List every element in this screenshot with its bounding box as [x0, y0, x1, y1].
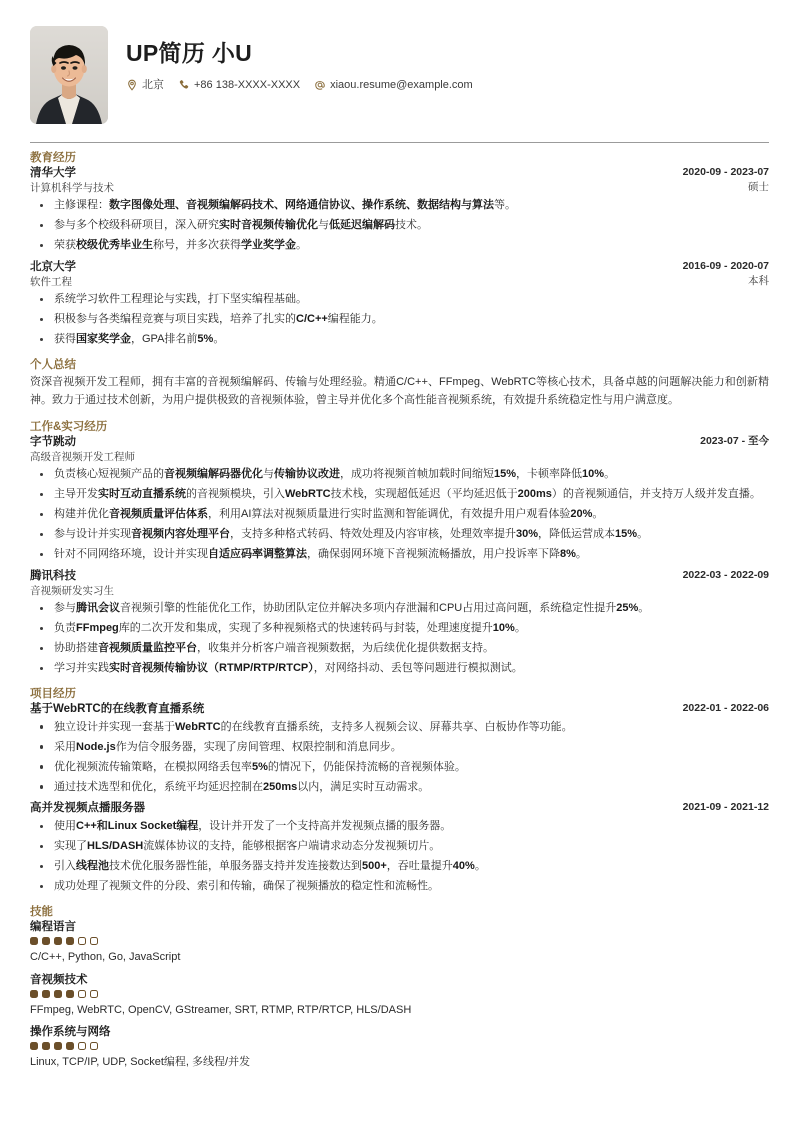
section-work: [30, 420, 769, 677]
contact-phone: [178, 77, 300, 94]
skill-dot-filled: [66, 937, 74, 945]
skill-block: [30, 1025, 769, 1070]
skill-block: [30, 920, 769, 965]
entry: [30, 702, 769, 795]
entry-right: [683, 801, 769, 815]
list-item: 引入线程池技术优化服务器性能，单服务器支持并发连接数达到500+，吞吐量提升40%。: [30, 858, 769, 875]
entry-bullet-list: [30, 197, 769, 254]
entry-right: [700, 435, 769, 449]
section-title-education: 教育经历: [30, 152, 76, 164]
phone-icon: [178, 79, 190, 91]
entry-right: [683, 569, 769, 583]
entry-bullet-list: [30, 291, 769, 348]
entry-header: [30, 702, 769, 717]
entry: [30, 260, 769, 348]
skill-dot-filled: [54, 990, 62, 998]
entry-subtitle: 音视频研发实习生: [30, 584, 114, 597]
entry: [30, 166, 769, 254]
list-item: 独立设计并实现一套基于WebRTC的在线教育直播系统，支持多人视频会议、屏幕共享、白板协作等功能。: [30, 719, 769, 736]
skill-level-dots: [30, 1042, 769, 1050]
entry-date-range: 2020-09 - 2023-07: [682, 166, 769, 179]
list-item: 主导开发实时互动直播系统的音视频模块，引入WebRTC技术栈，实现超低延迟（平均延迟低于200ms）的音视频通信，并支持万人级并发直播。: [30, 486, 769, 503]
entry-left: [30, 569, 669, 598]
list-item: 实现了HLS/DASH流媒体协议的支持，能够根据客户端请求动态分发视频切片。: [30, 838, 769, 855]
skill-level-dots: [30, 990, 769, 998]
skill-name: 音视频技术: [30, 973, 88, 986]
skill-dot-filled: [42, 1042, 50, 1050]
section-title-summary: 个人总结: [30, 358, 76, 371]
entry-degree: 硕士: [748, 181, 769, 194]
list-item: 负责核心短视频产品的音视频编解码器优化与传输协议改进，成功将视频首帧加载时间缩短15%，卡顿率降低10%。: [30, 466, 769, 483]
entry-organization: 高并发视频点播服务器: [30, 802, 145, 815]
section-projects: [30, 687, 769, 895]
skill-dot-empty: [90, 990, 98, 998]
resume-sections: [30, 151, 769, 895]
entry-organization: 基于WebRTC的在线教育直播系统: [30, 702, 205, 715]
entry-right: [683, 166, 769, 194]
contact-email: [314, 77, 473, 94]
skill-dot-filled: [42, 937, 50, 945]
entry-bullet-list: [30, 466, 769, 563]
entry-right: [683, 702, 769, 716]
entry-date-range: 2021-09 - 2021-12: [682, 801, 769, 814]
list-item: 构建并优化音视频质量评估体系，利用AI算法对视频质量进行实时监测和智能调优，有效提升用户观看体验20%。: [30, 506, 769, 523]
section-title-work: 工作&实习经历: [30, 420, 108, 433]
list-item: 积极参与各类编程竞赛与项目实践，培养了扎实的C/C++编程能力。: [30, 311, 769, 328]
skill-dot-filled: [66, 990, 74, 998]
skill-dot-filled: [30, 990, 38, 998]
section-education: [30, 151, 769, 348]
entry-left: [30, 702, 669, 717]
section-title-projects: 项目经历: [30, 687, 76, 700]
skill-dot-filled: [30, 1042, 38, 1050]
section-title-skills: 技能: [30, 905, 53, 918]
skill-dot-empty: [78, 937, 86, 945]
skill-dot-filled: [30, 937, 38, 945]
entry-subtitle: 高级音视频开发工程师: [30, 451, 135, 464]
list-item: 系统学习软件工程理论与实践，打下坚实编程基础。: [30, 291, 769, 308]
entry-header: [30, 801, 769, 816]
resume-header: [30, 26, 769, 142]
entry-organization: 字节跳动: [30, 436, 76, 449]
contact-location-value: 北京: [142, 78, 164, 91]
entry-left: [30, 435, 686, 464]
entry: [30, 569, 769, 677]
entry-organization: 清华大学: [30, 167, 76, 180]
entry-left: [30, 166, 669, 195]
entry-organization: 腾讯科技: [30, 569, 76, 582]
list-item: 负责FFmpeg库的二次开发和集成，实现了多种视频格式的快速转码与封装，处理速度提升10%。: [30, 620, 769, 637]
skill-dot-empty: [90, 1042, 98, 1050]
entry-bullet-list: [30, 600, 769, 677]
entry: [30, 801, 769, 894]
list-item: 参与多个校级科研项目，深入研究实时音视频传输优化与低延迟编解码技术。: [30, 217, 769, 234]
skill-items: Linux, TCP/IP, UDP, Socket编程, 多线程/并发: [30, 1055, 251, 1068]
entry-header: [30, 166, 769, 195]
skill-dot-empty: [78, 1042, 86, 1050]
list-item: 参与设计并实现音视频内容处理平台，支持多种格式转码、特效处理及内容审核，处理效率提升30%，降低运营成本15%。: [30, 526, 769, 543]
entry-subtitle: 软件工程: [30, 275, 72, 288]
contact-phone-value: +86 138-XXXX-XXXX: [194, 78, 301, 91]
header-divider: [30, 142, 769, 143]
section-skills: [30, 905, 769, 1071]
skill-dot-filled: [66, 1042, 74, 1050]
list-item: 通过技术选型和优化，系统平均延迟控制在250ms以内，满足实时互动需求。: [30, 779, 769, 796]
entry-organization: 北京大学: [30, 260, 76, 273]
list-item: 获得国家奖学金，GPA排名前5%。: [30, 331, 769, 348]
skill-level-dots: [30, 937, 769, 945]
entry-subtitle: 计算机科学与技术: [30, 182, 114, 195]
entry-date-range: 2023-07 - 至今: [700, 435, 769, 448]
entry-date-range: 2016-09 - 2020-07: [682, 259, 769, 272]
list-item: 使用C++和Linux Socket编程，设计并开发了一个支持高并发视频点播的服务器。: [30, 818, 769, 835]
entry-degree: 本科: [748, 274, 769, 287]
skill-block: [30, 973, 769, 1018]
summary-text: 资深音视频开发工程师，拥有丰富的音视频编解码、传输与处理经验。精通C/C++、FFmpeg、WebRTC等核心技术，具备卓越的问题解决能力和创新精神。致力于通过技术创新，为用户提供极致的音视频体验，曾主导并优化多个高性能音视频系统，有效提升系统稳定性与用户满意度。: [30, 375, 769, 407]
entry-date-range: 2022-03 - 2022-09: [682, 568, 769, 581]
list-item: 主修课程：数字图像处理、音视频编解码技术、网络通信协议、操作系统、数据结构与算法等。: [30, 197, 769, 214]
contact-location: [126, 77, 164, 94]
contact-list: [126, 77, 769, 94]
skills-list: [30, 920, 769, 1070]
list-item: 学习并实践实时音视频传输协议（RTMP/RTP/RTCP），对网络抖动、丢包等问题进行模拟测试。: [30, 660, 769, 677]
skill-dot-filled: [54, 937, 62, 945]
entry-header: [30, 435, 769, 464]
header-text: [126, 26, 769, 94]
at-email-icon: [314, 79, 326, 91]
entry-bullet-list: [30, 719, 769, 796]
list-item: 优化视频流传输策略，在模拟网络丢包率5%的情况下，仍能保持流畅的音视频体验。: [30, 759, 769, 776]
list-item: 针对不同网络环境，设计并实现自适应码率调整算法，确保弱网环境下音视频流畅播放，用户投诉率下降8%。: [30, 546, 769, 563]
entry-header: [30, 260, 769, 289]
skill-items: FFmpeg, WebRTC, OpenCV, GStreamer, SRT, RTMP, RTP/RTCP, HLS/DASH: [30, 1003, 412, 1016]
entry-bullet-list: [30, 818, 769, 895]
list-item: 采用Node.js作为信令服务器，实现了房间管理、权限控制和消息同步。: [30, 739, 769, 756]
avatar: [30, 26, 108, 124]
list-item: 参与腾讯会议音视频引擎的性能优化工作，协助团队定位并解决多项内存泄漏和CPU占用过高问题，系统稳定性提升25%。: [30, 600, 769, 617]
skill-dot-filled: [42, 990, 50, 998]
contact-email-value: xiaou.resume@example.com: [330, 78, 473, 91]
skill-dot-empty: [78, 990, 86, 998]
section-summary: [30, 358, 769, 410]
skill-name: 编程语言: [30, 921, 76, 934]
entry-right: [683, 260, 769, 288]
skill-dot-filled: [54, 1042, 62, 1050]
skill-name: 操作系统与网络: [30, 1026, 111, 1038]
list-item: 成功处理了视频文件的分段、索引和传输，确保了视频播放的稳定性和流畅性。: [30, 878, 769, 895]
page-title: UP简历 小U: [126, 40, 253, 66]
list-item: 协助搭建音视频质量监控平台，收集并分析客户端音视频数据，为后续优化提供数据支持。: [30, 640, 769, 657]
entry-left: [30, 801, 669, 816]
location-pin-icon: [126, 79, 138, 91]
skill-dot-empty: [90, 937, 98, 945]
entry: [30, 435, 769, 563]
entry-header: [30, 569, 769, 598]
entry-left: [30, 260, 669, 289]
list-item: 荣获校级优秀毕业生称号，并多次获得学业奖学金。: [30, 237, 769, 254]
entry-date-range: 2022-01 - 2022-06: [682, 701, 769, 714]
skill-items: C/C++, Python, Go, JavaScript: [30, 951, 181, 964]
